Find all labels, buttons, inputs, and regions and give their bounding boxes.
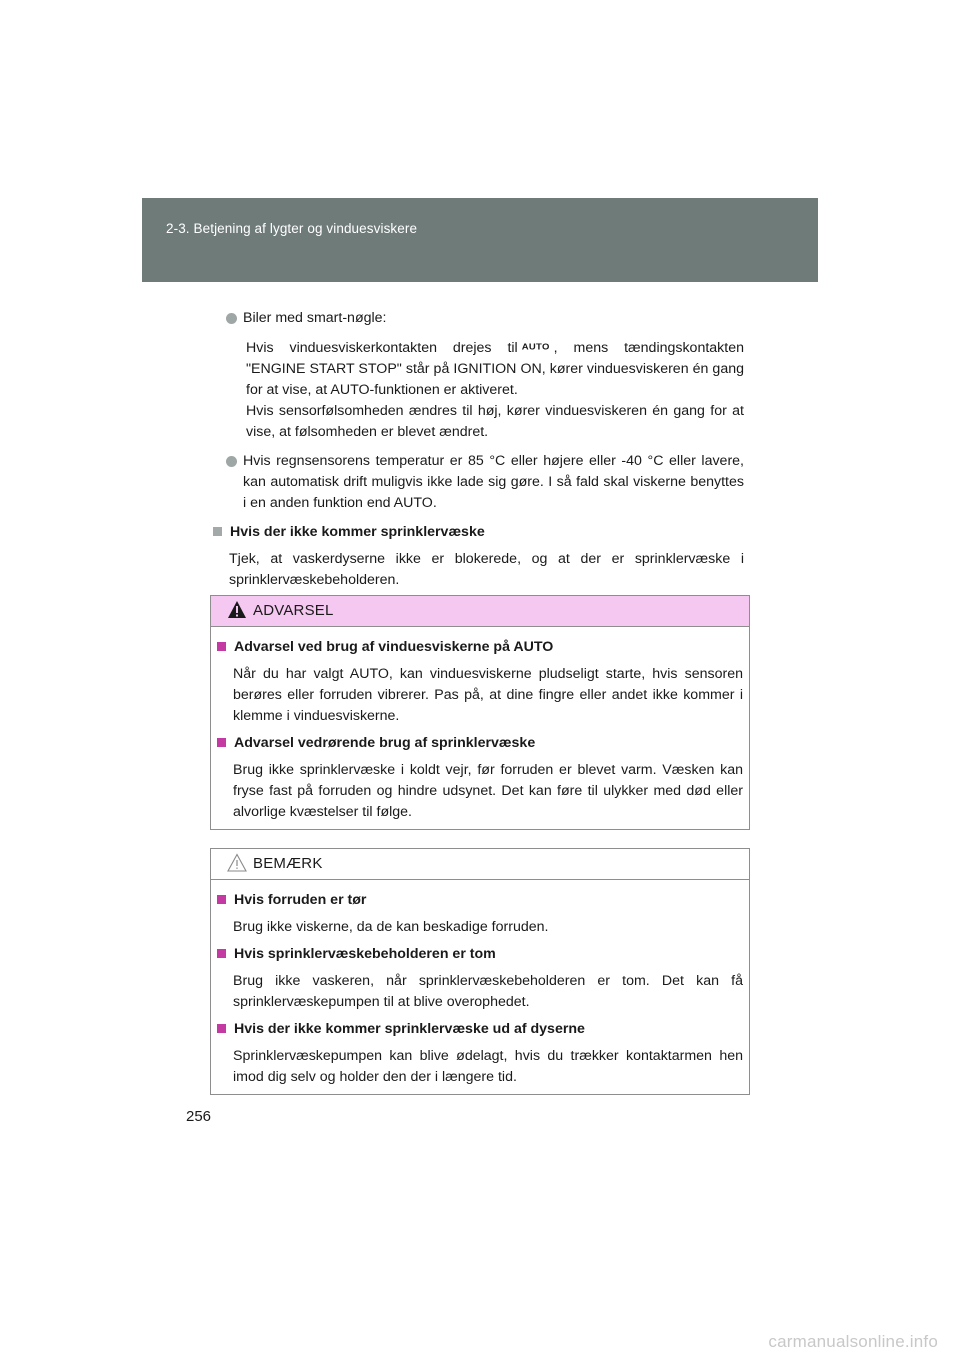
heading-text: Hvis forruden er tør bbox=[234, 892, 367, 908]
warning-item-text: Når du har valgt AUTO, kan vinduesviskerne pludseligt starte, hvis sensoren berøres eller forruden vibrerer. Pas på, at dine fingre eller andet ikke kommer i klemme i vinduesviskerne. bbox=[233, 666, 743, 724]
heading-text: Advarsel ved brug af vinduesviskerne på AUTO bbox=[234, 639, 554, 655]
bullet-dot-icon bbox=[226, 313, 237, 324]
notice-box bbox=[210, 848, 750, 1095]
notice-box-header bbox=[211, 849, 749, 880]
square-bullet-icon bbox=[217, 738, 226, 747]
square-bullet-icon bbox=[217, 949, 226, 958]
notice-item-text: Brug ikke viskerne, da de kan beskadige forruden. bbox=[233, 919, 549, 935]
square-bullet-icon bbox=[217, 1024, 226, 1033]
warning-box bbox=[210, 595, 750, 830]
warning-item-text: Brug ikke sprinklervæske i koldt vejr, før forruden er blevet varm. Væsken kan fryse fast på forruden og hindre udsynet. Det kan føre til ulykker med død eller alvorlige kvæstelser til følge. bbox=[233, 762, 743, 820]
warning-item-heading bbox=[216, 733, 743, 754]
text-before-auto: Hvis vinduesviskerkontakten drejes til bbox=[246, 340, 518, 356]
heading-text: Hvis der ikke kommer sprinklervæske bbox=[230, 524, 485, 540]
heading-text: Hvis der ikke kommer sprinklervæske ud af dyserne bbox=[234, 1021, 585, 1037]
main-content bbox=[212, 308, 744, 591]
bullet-label: Biler med smart-nøgle: bbox=[243, 310, 387, 326]
square-bullet-icon bbox=[217, 895, 226, 904]
section-title: 2-3. Betjening af lygter og vinduesviskere bbox=[166, 221, 418, 236]
notice-item-heading bbox=[216, 890, 743, 911]
notice-box-title: BEMÆRK bbox=[253, 855, 323, 872]
notice-item-text: Brug ikke vaskeren, når sprinklervæskebeholderen er tom. Det kan få sprinklervæskepumpen til at blive overophedet. bbox=[233, 973, 743, 1010]
warning-triangle-icon bbox=[227, 600, 247, 619]
notice-triangle-icon bbox=[227, 853, 247, 872]
bullet-dot-icon bbox=[226, 456, 237, 467]
bullet-temperature bbox=[212, 451, 744, 514]
notice-item-text: Sprinklervæskepumpen kan blive ødelagt, hvis du trækker kontaktarmen hen imod dig selv og holder den der i længere tid. bbox=[233, 1048, 743, 1085]
heading-no-washer-fluid bbox=[212, 522, 744, 543]
warning-box-header bbox=[211, 596, 749, 627]
notice-item-heading bbox=[216, 1019, 743, 1040]
heading-text: Advarsel vedrørende brug af sprinklervæske bbox=[234, 735, 536, 751]
page-number: 256 bbox=[186, 1108, 212, 1125]
text-after-auto: , mens tændingskontakten "ENGINE START STOP" står på IGNITION ON, kører vinduesviskeren én gang for at vise, at AUTO-funktionen er aktiveret. bbox=[246, 340, 744, 398]
square-bullet-icon bbox=[217, 642, 226, 651]
bullet-smart-key bbox=[212, 308, 744, 329]
bullet-smart-key-text bbox=[212, 337, 744, 401]
no-washer-fluid-text: Tjek, at vaskerdyserne ikke er blokerede, og at der er sprinklervæske i sprinklervæskebeholderen. bbox=[229, 551, 744, 588]
heading-text: Hvis sprinklervæskebeholderen er tom bbox=[234, 946, 496, 962]
auto-symbol-icon: AUTO bbox=[521, 342, 550, 353]
bullet-temperature-text: Hvis regnsensorens temperatur er 85 °C eller højere eller -40 °C eller lavere, kan automatisk drift muligvis ikke lade sig gøre. I så fald skal viskerne benyttes i en anden funktion end AUTO. bbox=[243, 453, 744, 511]
warning-box-body bbox=[211, 627, 749, 823]
warning-box-title: ADVARSEL bbox=[253, 602, 334, 619]
section-header bbox=[142, 198, 818, 282]
square-bullet-icon bbox=[213, 527, 222, 536]
warning-item-heading bbox=[216, 637, 743, 658]
notice-item-heading bbox=[216, 944, 743, 965]
notice-box-body bbox=[211, 880, 749, 1088]
watermark: carmanualsonline.info bbox=[768, 1332, 938, 1351]
bullet-smart-key-text-2: Hvis sensorfølsomheden ændres til høj, kører vinduesviskeren én gang for at vise, at følsomheden er blevet ændret. bbox=[246, 403, 744, 440]
